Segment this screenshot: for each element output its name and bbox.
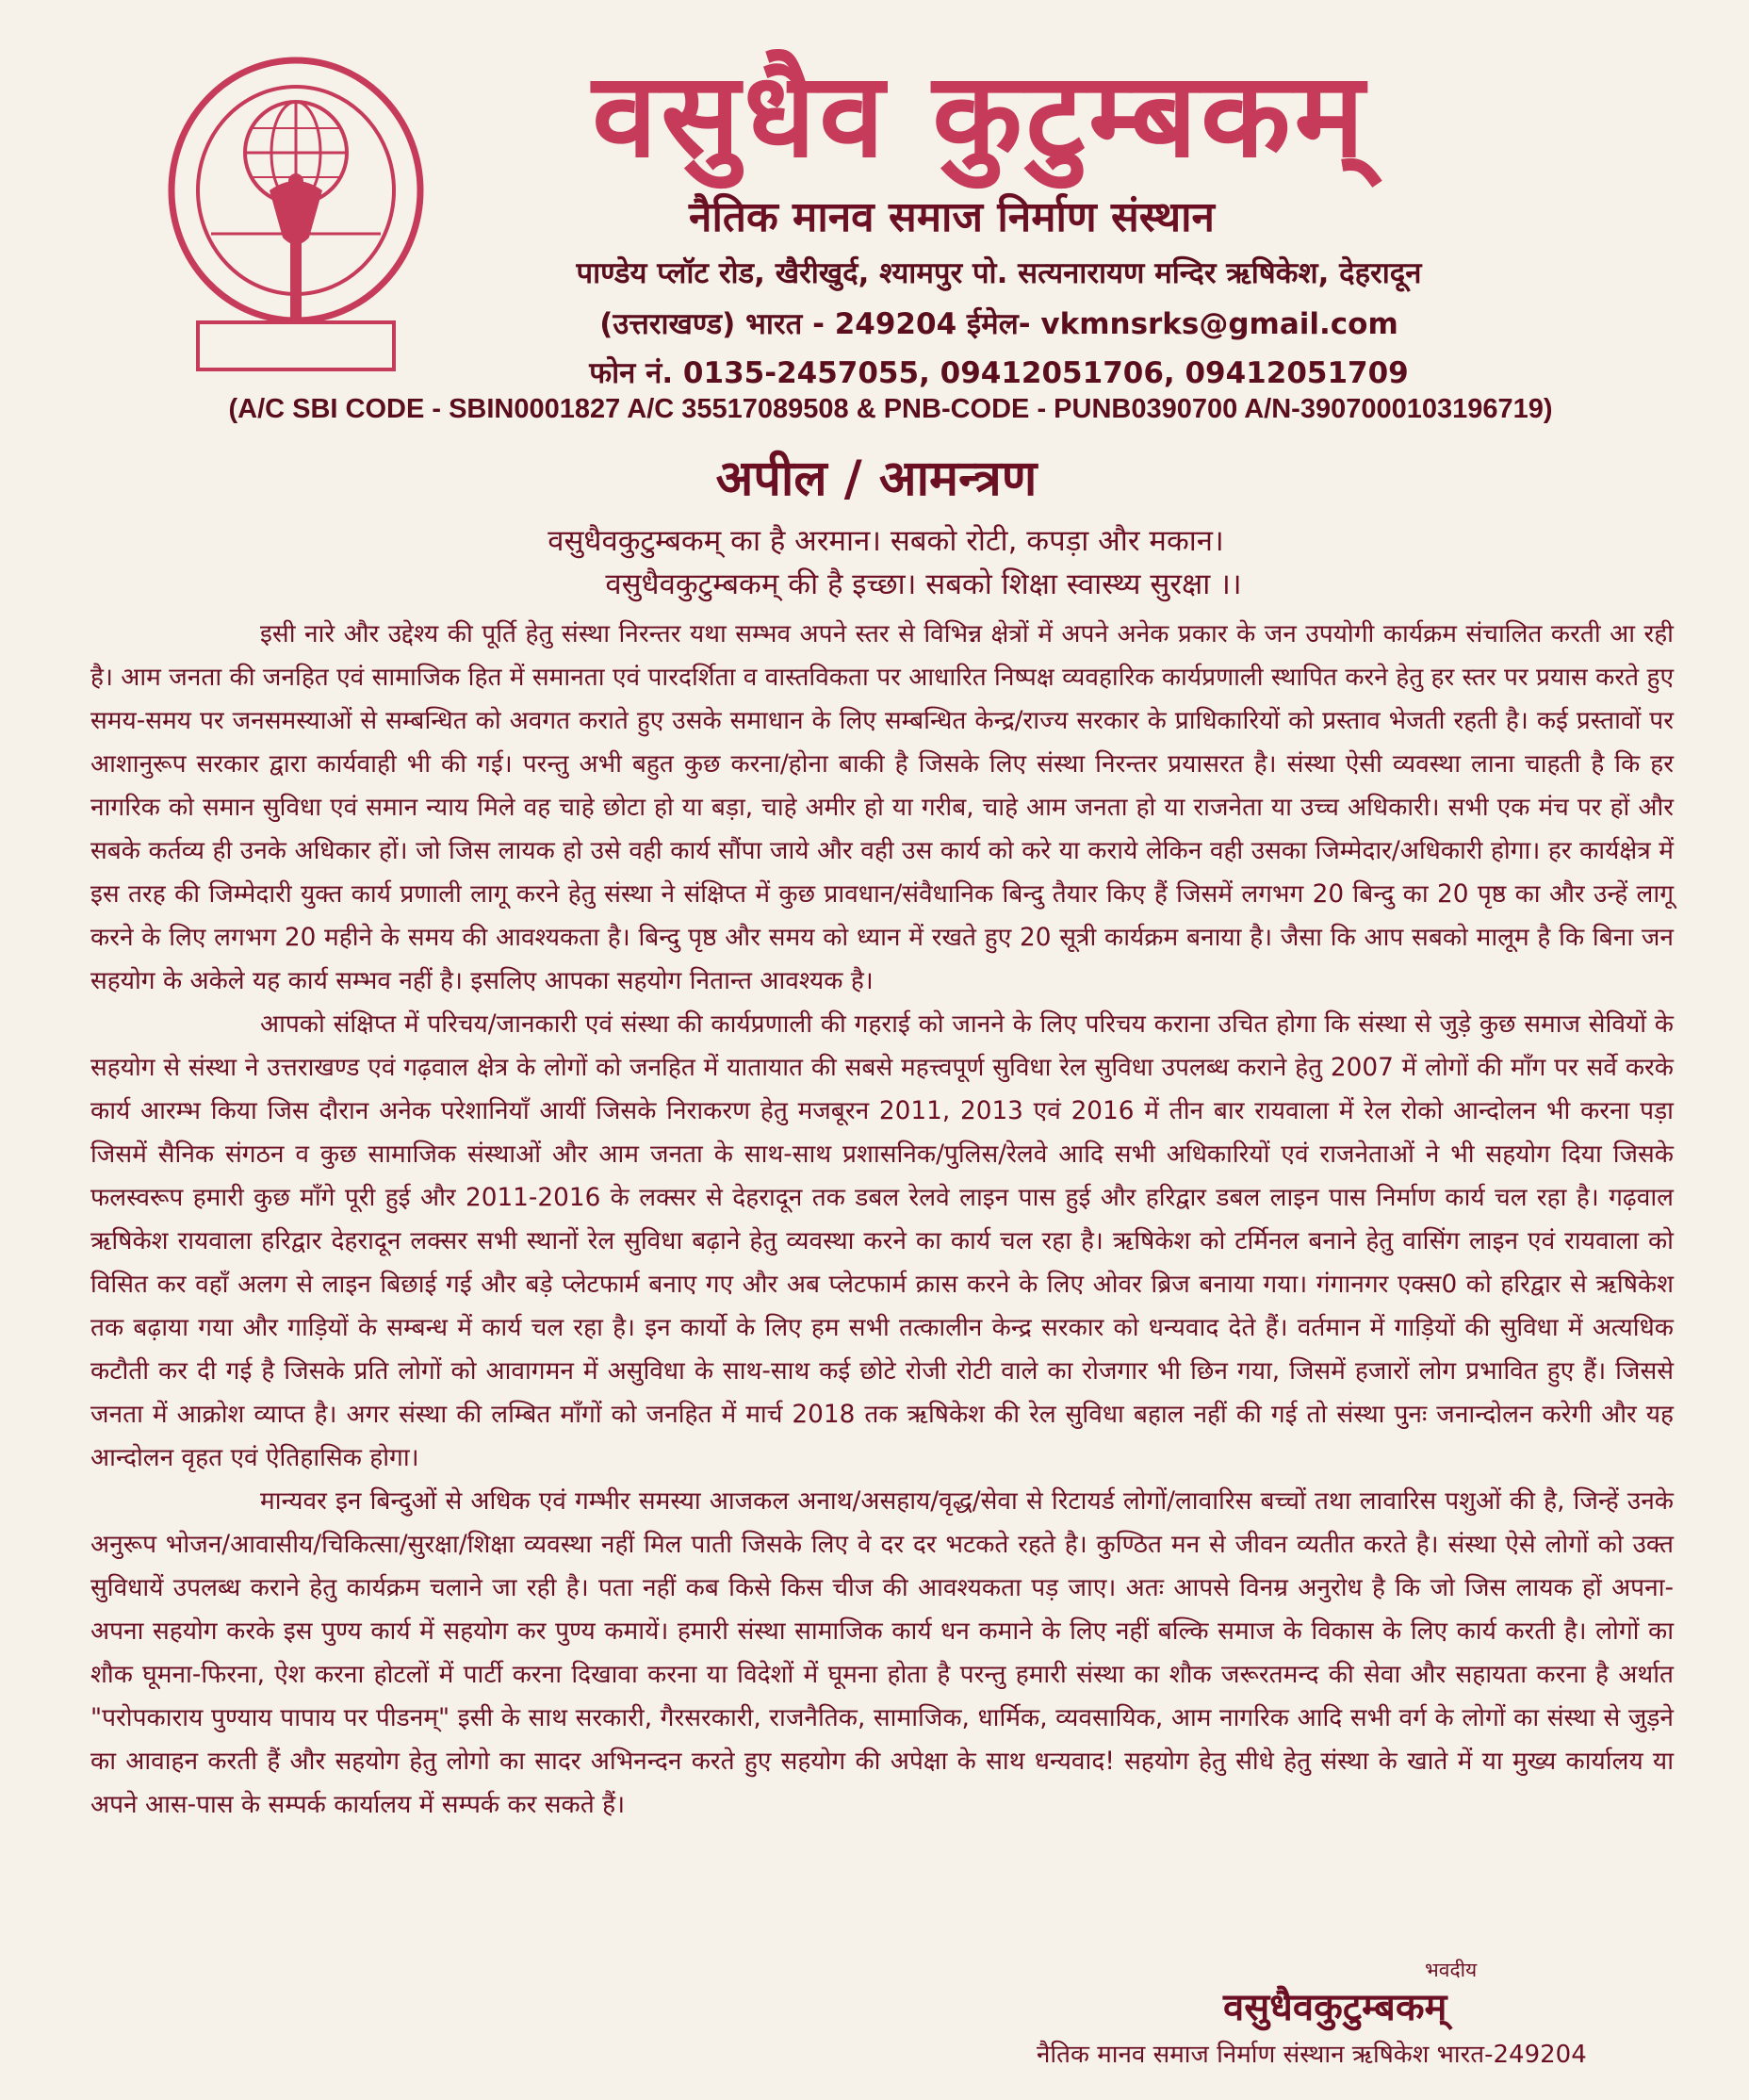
organization-subtitle: नैतिक मानव समाज निर्माण संस्थान [689, 193, 1215, 241]
address-line-1: पाण्डेय प्लॉट रोड, खैरीखुर्द, श्यामपुर पो. सत्यनारायण मन्दिर ऋषिकेश, देहरादून [576, 256, 1422, 290]
bank-details: (A/C SBI CODE - SBIN0001827 A/C 35517089508 & PNB-CODE - PUNB0390700 A/N-3907000103196719) [228, 394, 1553, 424]
letter-body [90, 613, 1674, 1827]
body-paragraph-3: मान्यवर इन बिन्दुओं से अधिक एवं गम्भीर समस्या आजकल अनाथ/असहाय/वृद्ध/सेवा से रिटायर्ड लोगों/लावारिस बच्चों तथा लावारिस पशुओं की है, जिन्हें उनके अनुरूप भोजन/आवासीय/चिकित्सा/सुरक्षा/शिक्षा व्यवस्था नहीं मिल पाती जिसके लिए वे दर दर भटकते रहते है। कुण्ठित मन से जीवन व्यतीत करते है। संस्था ऐसे लोगों को उक्त सुविधायें उपलब्ध कराने हेतु कार्यक्रम चलाने जा रही है। पता नहीं कब किसे किस चीज की आवश्यकता पड़ जाए। अतः आपसे विनम्र अनुरोध है कि जो जिस लायक हों अपना-अपना सहयोग करके इस पुण्य कार्य में सहयोग कर पुण्य कमायें। हमारी संस्था सामाजिक कार्य धन कमाने के लिए नहीं बल्कि समाज के विकास के लिए कार्य करती है। लोगों का शौक घूमना-फिरना, ऐश करना होटलों में पार्टी करना दिखावा करना या विदेशों में घूमना होता है परन्तु हमारी संस्था का शौक जरूरतमन्द की सेवा और सहायता करना है अर्थात "परोपकाराय पुण्याय पापाय पर पीडनम्" इसी के साथ सरकारी, गैरसरकारी, राजनैतिक, सामाजिक, धार्मिक, व्यवसायिक, आम नागरिक आदि सभी वर्ग के लोगों का संस्था से जुड़ने का आवाहन करती हैं और सहयोग हेतु लोगो का सादर अभिनन्दन करते हुए सहयोग की अपेक्षा के साथ धन्यवाद! सहयोग हेतु सीधे हेतु संस्था के खाते में या मुख्य कार्यालय या अपने आस-पास के सम्पर्क कार्यालय में सम्पर्क कर सकते हैं। [90, 1487, 1675, 1819]
body-paragraph-1: इसी नारे और उद्देश्य की पूर्ति हेतु संस्था निरन्तर यथा सम्भव अपने स्तर से विभिन्न क्षेत्रों में अपने अनेक प्रकार के जन उपयोगी कार्यक्रम संचालित करती आ रही है। आम जनता की जनहित एवं सामाजिक हित में समानता एवं पारदर्शिता व वास्तविकता पर आधारित निष्पक्ष व्यवहारिक कार्यप्रणाली स्थापित करने हेतु हर स्तर पर प्रयास करते हुए समय-समय पर जनसमस्याओं से सम्बन्धित को अवगत कराते हुए उसके समाधान के लिए सम्बन्धित केन्द्र/राज्य सरकार के प्राधिकारियों को प्रस्ताव भेजती रहती है। कई प्रस्तावों पर आशानुरूप सरकार द्वारा कार्यवाही भी की गई। परन्तु अभी बहुत कुछ करना/होना बाकी है जिसके लिए संस्था निरन्तर प्रयासरत है। संस्था ऐसी व्यवस्था लाना चाहती है कि हर नागरिक को समान सुविधा एवं समान न्याय मिले वह चाहे छोटा हो या बड़ा, चाहे अमीर हो या गरीब, चाहे आम जनता हो या राजनेता या उच्च अधिकारी। सभी एक मंच पर हों और सबके कर्तव्य ही उनके अधिकार हों। जो जिस लायक हो उसे वही कार्य सौंपा जाये और वही उस कार्य को करे या कराये लेकिन वही उसका जिम्मेदार/अधिकारी होगा। हर कार्यक्षेत्र में इस तरह की जिम्मेदारी युक्त कार्य प्रणाली लागू करने हेतु संस्था ने संक्षिप्त में कुछ प्रावधान/संवैधानिक बिन्दु तैयार किए हैं जिसमें लगभग 20 बिन्दु का 20 पृष्ठ का और उन्हें लागू करने के लिए लगभग 20 महीने के समय की आवश्यकता है। बिन्दु पृष्ठ और समय को ध्यान में रखते हुए 20 सूत्री कार्यक्रम बनाया है। जैसा कि आप सबको मालूम है कि बिना जन सहयोग के अकेले यह कार्य सम्भव नहीं है। इसलिए आपका सहयोग नितान्त आवश्यक है। [90, 620, 1675, 995]
slogan-line-2: वसुधैवकुटुम्बकम् की है इच्छा। सबको शिक्षा स्वास्थ्य सुरक्षा ।। [605, 567, 1242, 601]
closing-label: भवदीय [1425, 1959, 1478, 1981]
address-line-2: (उत्तराखण्ड) भारत - 249204 ईमेल- vkmnsrks@gmail.com [599, 307, 1398, 341]
letter-heading: अपील / आमन्त्रण [715, 451, 1038, 507]
signature-name: वसुधैवकुटुम्बकम् [1223, 1986, 1447, 2029]
phone-line: फोन नं. 0135-2457055, 09412051706, 09412051709 [589, 356, 1409, 390]
signature-organization: नैतिक मानव समाज निर्माण संस्थान ऋषिकेश भारत-249204 [1037, 2041, 1587, 2069]
organization-seal-logo [166, 49, 426, 381]
body-paragraph-2: आपको संक्षिप्त में परिचय/जानकारी एवं संस्था की कार्यप्रणाली की गहराई को जानने के लिए परिचय कराना उचित होगा कि संस्था से जुड़े कुछ समाज सेवियों के सहयोग से संस्था ने उत्तराखण्ड एवं गढ़वाल क्षेत्र के लोगों को जनहित में यातायात की सबसे महत्त्वपूर्ण सुविधा रेल सुविधा उपलब्ध कराने हेतु 2007 में लोगों की माँग पर सर्वे करके कार्य आरम्भ किया जिस दौरान अनेक परेशानियाँ आयीं जिसके निराकरण हेतु मजबूरन 2011, 2013 एवं 2016 में तीन बार रायवाला में रेल रोको आन्दोलन भी करना पड़ा जिसमें सैनिक संगठन व कुछ सामाजिक संस्थाओं और आम जनता के साथ-साथ प्रशासनिक/पुलिस/रेलवे आदि सभी अधिकारियों एवं राजनेताओं ने भी सहयोग दिया जिसके फलस्वरूप हमारी कुछ माँगे पूरी हुई और 2011-2016 के लक्सर से देहरादून तक डबल रेलवे लाइन पास हुई और हरिद्वार डबल लाइन पास निर्माण कार्य चल रहा है। गढ़वाल ऋषिकेश रायवाला हरिद्वार देहरादून लक्सर सभी स्थानों रेल सुविधा बढ़ाने हेतु व्यवस्था करने का कार्य चल रहा है। ऋषिकेश को टर्मिनल बनाने हेतु वासिंग लाइन एवं रायवाला को विसित कर वहाँ अलग से लाइन बिछाई गई और बड़े प्लेटफार्म बनाए गए और अब प्लेटफार्म क्रास करने के लिए ओवर ब्रिज बनाया गया। गंगानगर एक्स0 को हरिद्वार से ऋषिकेश तक बढ़ाया गया और गाड़ियों के सम्बन्ध में कार्य चल रहा है। इन कार्यो के लिए हम सभी तत्कालीन केन्द्र सरकार को धन्यवाद देते हैं। वर्तमान में गाड़ियों की सुविधा में अत्यधिक कटौती कर दी गई है जिसके प्रति लोगों को आवागमन में असुविधा के साथ-साथ कई छोटे रोजी रोटी वाले का रोजगार भी छिन गया, जिसमें हजारों लोग प्रभावित हुए हैं। जिससे जनता में आक्रोश व्याप्त है। अगर संस्था की लम्बित माँगों को जनहित में मार्च 2018 तक ऋषिकेश की रेल सुविधा बहाल नहीं की गई तो संस्था पुनः जनान्दोलन करेगी और यह आन्दोलन वृहत एवं ऐतिहासिक होगा। [90, 1010, 1674, 1472]
slogan-line-1: वसुधैवकुटुम्बकम् का है अरमान। सबको रोटी, कपड़ा और मकान। [548, 524, 1224, 558]
organization-title: वसुधैव कुटुम्बकम् [592, 47, 1368, 184]
